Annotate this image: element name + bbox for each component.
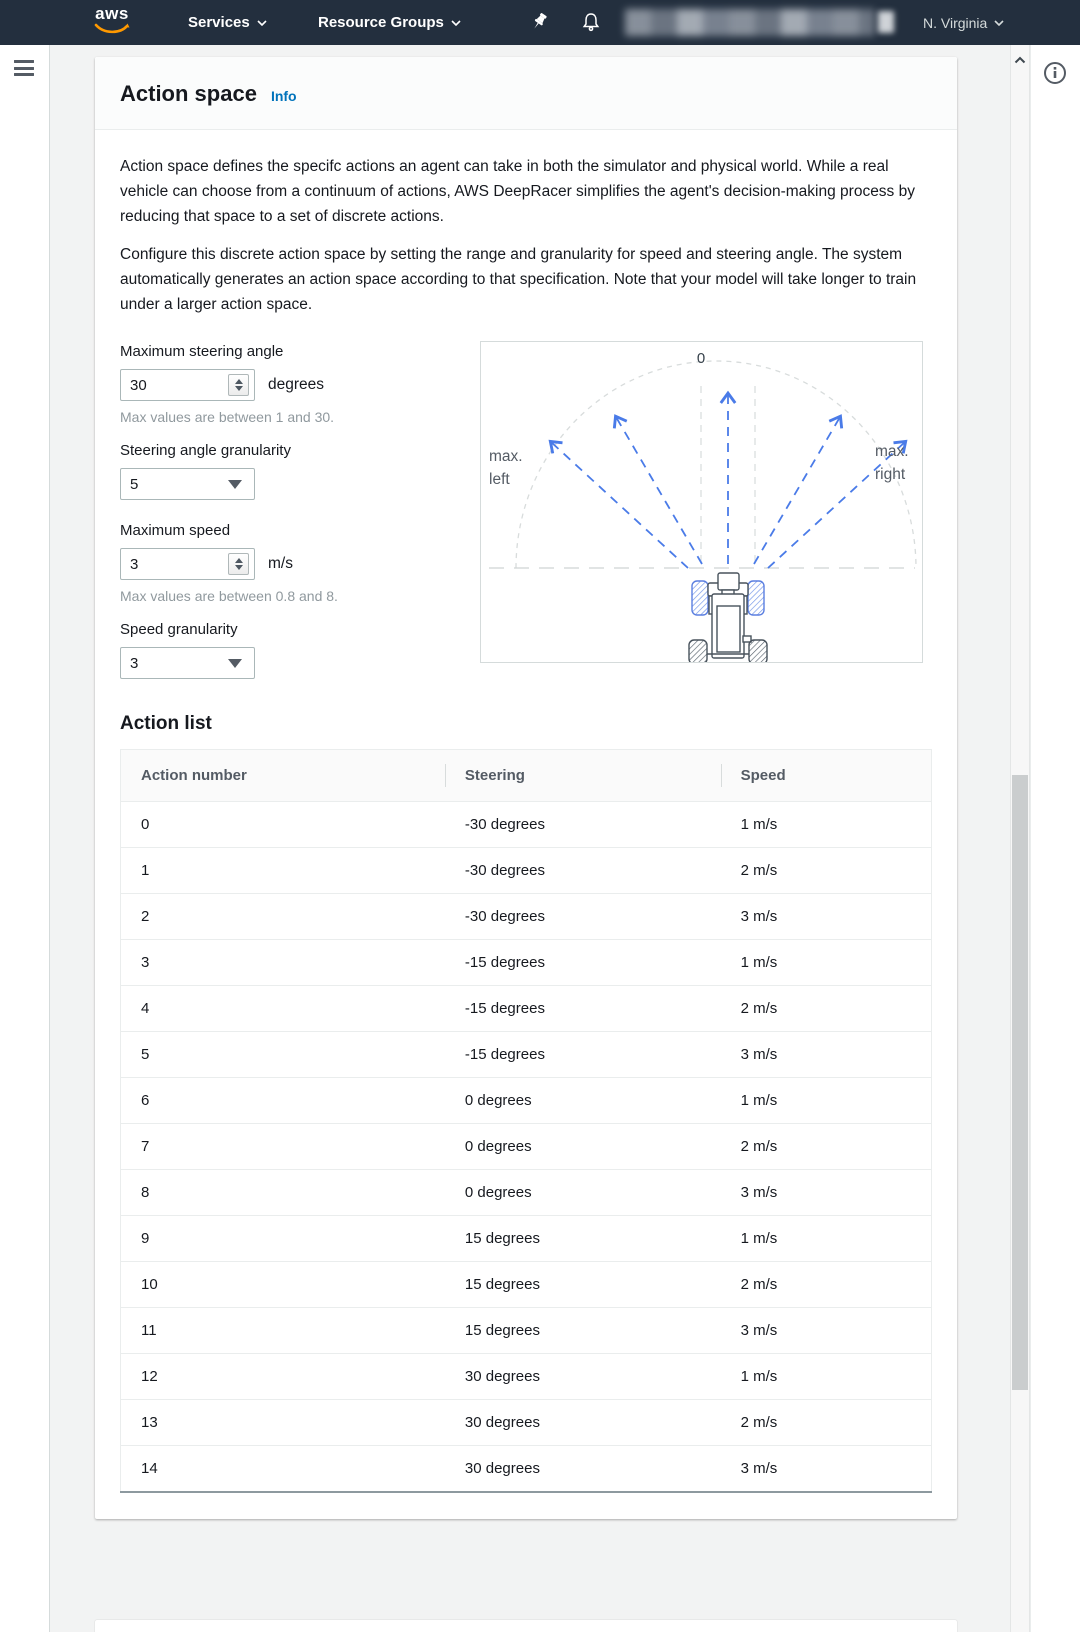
left-sidebar-rail bbox=[0, 45, 50, 1632]
nav-services-label: Services bbox=[188, 14, 250, 31]
table-row bbox=[121, 1216, 932, 1262]
scrollbar-thumb[interactable] bbox=[1012, 775, 1028, 1390]
table-row bbox=[121, 1124, 932, 1170]
cell-speed: 3 m/s bbox=[721, 1308, 932, 1354]
main-content-area bbox=[50, 45, 1010, 1632]
max-steering-input-wrap bbox=[120, 369, 255, 401]
steering-granularity-label: Steering angle granularity bbox=[120, 442, 291, 459]
table-row bbox=[121, 1308, 932, 1354]
cell-steering: 30 degrees bbox=[445, 1354, 721, 1400]
action-table-body bbox=[121, 802, 932, 1493]
column-header-action-number: Action number bbox=[121, 750, 445, 802]
cell-action-number: 11 bbox=[121, 1308, 445, 1354]
action-list-title: Action list bbox=[120, 713, 212, 734]
nav-resource-groups-label: Resource Groups bbox=[318, 14, 444, 31]
cell-steering: 0 degrees bbox=[445, 1170, 721, 1216]
description-paragraph-2: Configure this discrete action space by setting the range and granularity for speed and steering angle. The system automatically generates an action space according to that specification. Note that your model will take longer to train under a larger action space. bbox=[120, 246, 917, 313]
notifications-bell-icon[interactable] bbox=[580, 11, 602, 38]
page-title: Action space bbox=[120, 81, 257, 106]
info-link[interactable]: Info bbox=[270, 88, 297, 104]
cell-action-number: 6 bbox=[121, 1078, 445, 1124]
cell-speed: 3 m/s bbox=[721, 1032, 932, 1078]
action-space-form bbox=[120, 341, 932, 679]
cell-steering: 15 degrees bbox=[445, 1262, 721, 1308]
front-left-wheel bbox=[692, 581, 708, 615]
info-icon bbox=[1043, 61, 1067, 85]
max-steering-stepper[interactable] bbox=[228, 374, 249, 396]
cell-speed: 3 m/s bbox=[740, 1460, 778, 1477]
table-row bbox=[121, 894, 932, 940]
cell-speed: 1 m/s bbox=[721, 1078, 932, 1124]
max-speed-unit: m/s bbox=[268, 555, 293, 572]
car-top-view bbox=[689, 573, 767, 662]
max-speed-hint: Max values are between 0.8 and 8. bbox=[120, 588, 338, 604]
cell-speed: 1 m/s bbox=[721, 802, 932, 848]
table-row bbox=[121, 848, 932, 894]
table-header-row bbox=[121, 750, 932, 802]
chevron-down-icon bbox=[451, 20, 461, 26]
max-steering-unit: degrees bbox=[268, 376, 325, 393]
cell-action-number: 3 bbox=[121, 940, 445, 986]
speed-granularity-select[interactable] bbox=[120, 647, 255, 679]
rear-right-wheel bbox=[749, 640, 767, 662]
cell-steering: -15 degrees bbox=[445, 1032, 721, 1078]
redacted-account-info-small bbox=[878, 11, 894, 33]
stepper-down-icon bbox=[235, 565, 243, 570]
table-row bbox=[121, 1170, 932, 1216]
cell-action-number: 4 bbox=[121, 986, 445, 1032]
cell-steering: 15 degrees bbox=[445, 1216, 721, 1262]
column-header-speed: Speed bbox=[721, 750, 932, 802]
column-header-steering: Steering bbox=[445, 750, 721, 802]
cell-action-number: 14 bbox=[141, 1460, 158, 1477]
cell-speed: 1 m/s bbox=[721, 1216, 932, 1262]
cell-action-number: 8 bbox=[121, 1170, 445, 1216]
card-header bbox=[95, 57, 957, 130]
table-row bbox=[121, 986, 932, 1032]
next-section-card-top bbox=[95, 1620, 957, 1632]
cell-speed: 1 m/s bbox=[721, 1354, 932, 1400]
steering-granularity-value: 5 bbox=[130, 475, 139, 493]
cell-speed: 1 m/s bbox=[721, 940, 932, 986]
max-steering-hint: Max values are between 1 and 30. bbox=[120, 409, 335, 425]
nav-services-menu[interactable] bbox=[188, 14, 267, 31]
front-right-wheel bbox=[748, 581, 764, 615]
speed-granularity-value: 3 bbox=[130, 654, 139, 672]
cell-steering: 30 degrees bbox=[464, 1460, 540, 1477]
aws-smile-icon bbox=[93, 23, 131, 37]
stepper-up-icon bbox=[235, 379, 243, 384]
max-speed-input-wrap bbox=[120, 548, 255, 580]
help-panel-rail bbox=[1030, 45, 1080, 1632]
max-steering-label: Maximum steering angle bbox=[120, 343, 284, 360]
steering-granularity-select[interactable] bbox=[120, 468, 255, 500]
cell-steering: 30 degrees bbox=[445, 1400, 721, 1446]
nav-region-label: N. Virginia bbox=[923, 14, 988, 31]
chevron-up-icon bbox=[1014, 56, 1026, 64]
cell-speed: 3 m/s bbox=[721, 894, 932, 940]
cell-steering: 0 degrees bbox=[445, 1124, 721, 1170]
chevron-down-icon bbox=[257, 20, 267, 26]
cell-speed: 2 m/s bbox=[721, 1262, 932, 1308]
description-paragraph-1: Action space defines the specifc actions an agent can take in both the simulator and physical world. While a real vehicle can choose from a continuum of actions, AWS DeepRacer simplifies the agent's decision-making process by reducing that space to a set of discrete actions. bbox=[120, 158, 915, 225]
form-fields-column bbox=[120, 341, 455, 679]
cell-steering: 15 degrees bbox=[445, 1308, 721, 1354]
cell-steering: -30 degrees bbox=[445, 894, 721, 940]
table-row bbox=[121, 1446, 932, 1493]
select-caret-icon bbox=[228, 659, 242, 668]
steering-diagram bbox=[480, 341, 923, 663]
chevron-down-icon bbox=[994, 20, 1004, 26]
cell-steering: -30 degrees bbox=[445, 848, 721, 894]
table-row bbox=[121, 1262, 932, 1308]
cell-action-number: 12 bbox=[121, 1354, 445, 1400]
max-speed-label: Maximum speed bbox=[120, 522, 231, 539]
action-list-table bbox=[120, 749, 932, 1493]
nav-region-menu[interactable] bbox=[923, 15, 1004, 31]
table-row bbox=[121, 802, 932, 848]
max-left-label: max. left bbox=[489, 448, 523, 488]
cell-action-number: 1 bbox=[121, 848, 445, 894]
aws-logo[interactable] bbox=[93, 5, 131, 41]
cell-steering: -15 degrees bbox=[445, 986, 721, 1032]
stepper-down-icon bbox=[235, 386, 243, 391]
zero-angle-label: 0 bbox=[696, 350, 706, 367]
steering-diagram-graphic bbox=[481, 342, 922, 662]
cell-action-number: 0 bbox=[121, 802, 445, 848]
cell-action-number: 9 bbox=[121, 1216, 445, 1262]
max-speed-stepper[interactable] bbox=[228, 553, 249, 575]
cell-action-number: 7 bbox=[121, 1124, 445, 1170]
aws-logo-text: aws bbox=[95, 4, 129, 23]
select-caret-icon bbox=[228, 480, 242, 489]
page-scrollbar[interactable] bbox=[1010, 45, 1030, 1632]
table-row bbox=[121, 1032, 932, 1078]
pushpin-icon[interactable] bbox=[528, 11, 550, 38]
redacted-account-info bbox=[625, 9, 875, 36]
card-body bbox=[95, 130, 957, 1519]
aws-console-navbar bbox=[0, 0, 1080, 45]
cell-steering: 0 degrees bbox=[445, 1078, 721, 1124]
cell-action-number: 5 bbox=[121, 1032, 445, 1078]
rear-left-wheel bbox=[689, 640, 707, 662]
cell-action-number: 10 bbox=[121, 1262, 445, 1308]
table-row bbox=[121, 940, 932, 986]
cell-speed: 2 m/s bbox=[721, 1400, 932, 1446]
cell-speed: 2 m/s bbox=[721, 848, 932, 894]
cell-action-number: 2 bbox=[121, 894, 445, 940]
max-right-label: max. right bbox=[875, 443, 909, 483]
table-row bbox=[121, 1400, 932, 1446]
table-row bbox=[121, 1078, 932, 1124]
action-space-card bbox=[95, 57, 957, 1519]
hamburger-menu-icon[interactable] bbox=[14, 60, 34, 76]
cell-speed: 3 m/s bbox=[721, 1170, 932, 1216]
info-panel-button[interactable] bbox=[1043, 61, 1067, 85]
scrollbar-up-button[interactable] bbox=[1011, 51, 1029, 69]
speed-granularity-label: Speed granularity bbox=[120, 621, 238, 638]
cell-steering: -30 degrees bbox=[445, 802, 721, 848]
car-camera bbox=[718, 573, 739, 590]
steering-arrows bbox=[551, 394, 905, 568]
cell-speed: 2 m/s bbox=[721, 986, 932, 1032]
stepper-up-icon bbox=[235, 558, 243, 563]
table-row bbox=[121, 1354, 932, 1400]
nav-resource-groups-menu[interactable] bbox=[318, 14, 461, 31]
cell-speed: 2 m/s bbox=[721, 1124, 932, 1170]
cell-steering: -15 degrees bbox=[445, 940, 721, 986]
cell-action-number: 13 bbox=[121, 1400, 445, 1446]
